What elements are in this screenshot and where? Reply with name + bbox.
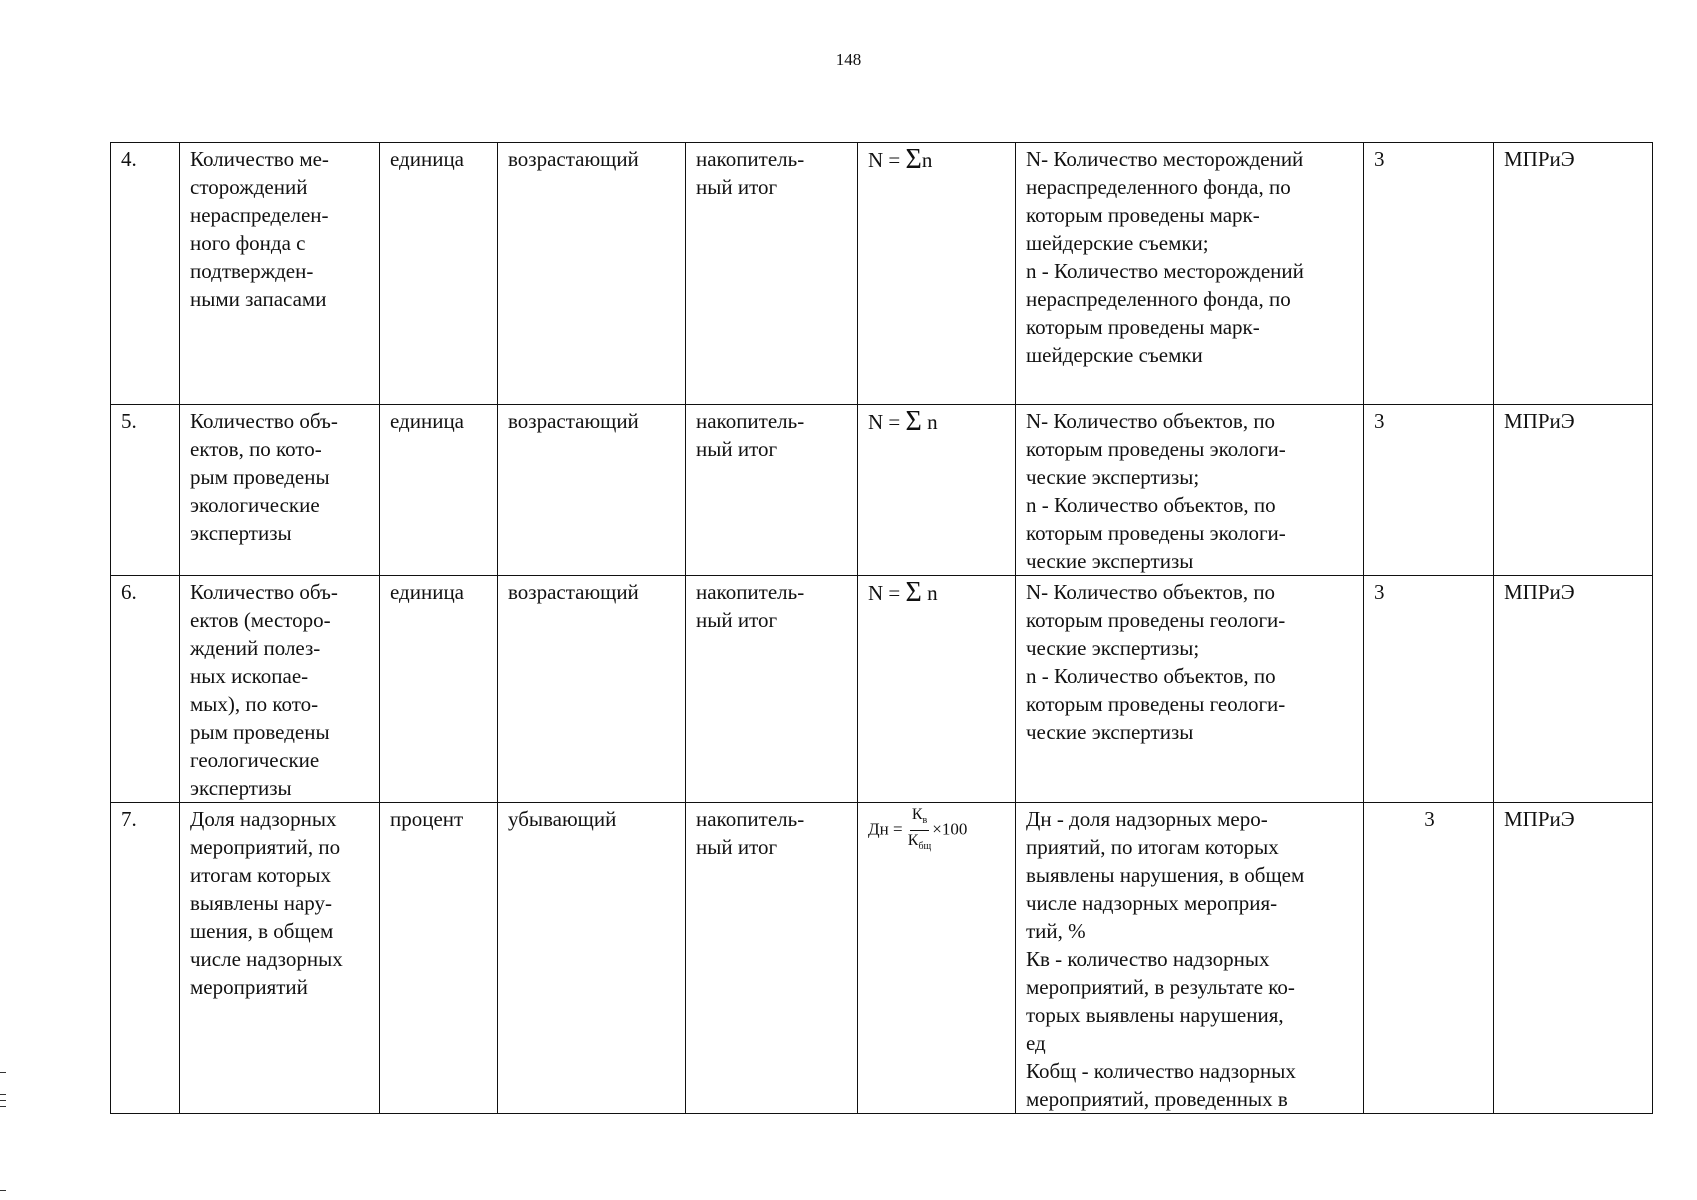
indicator-name: Количество ме- сторождений нераспределен- ного фонда с подтвержден- ными запасами — [180, 143, 380, 405]
responsible-cell: МПРиЭ — [1494, 803, 1653, 1114]
method-cell: накопитель- ный итог — [686, 143, 858, 405]
numerator-subscript: в — [922, 815, 928, 827]
formula-rhs: n — [927, 410, 938, 434]
dynamics-cell: возрастающий — [498, 576, 686, 803]
row-number: 4. — [111, 143, 180, 405]
method-cell: накопитель- ный итог — [686, 576, 858, 803]
unit-cell: единица — [380, 405, 498, 576]
description-cell: N- Количество месторождений нераспределенного фонда, по которым проведены марк- шейдерские съемки; n - Количество месторождений нераспределенного фонда, по которым проведены марк- шейдерские съемки — [1016, 143, 1364, 405]
dynamics-cell: возрастающий — [498, 143, 686, 405]
dynamics-cell: убывающий — [498, 803, 686, 1114]
indicator-name: Доля надзорных мероприятий, по итогам которых выявлены нару- шения, в общем числе надзорных мероприятий — [180, 803, 380, 1114]
sigma-symbol: Σ — [905, 406, 922, 437]
table-row — [111, 143, 1653, 405]
responsible-cell: МПРиЭ — [1494, 405, 1653, 576]
formula-rhs: n — [921, 148, 933, 172]
denominator-subscript: бщ — [918, 841, 932, 853]
numerator-symbol: К — [911, 806, 923, 823]
fraction — [908, 805, 931, 856]
fraction-denominator — [908, 831, 931, 856]
code-cell: 3 — [1364, 143, 1494, 405]
indicator-name: Количество объ- ектов (месторо- ждений полез- ных ископае- мых), по кото- рым проведены геологические экспертизы — [180, 576, 380, 803]
formula-lhs: N = — [868, 581, 901, 605]
unit-cell: единица — [380, 576, 498, 803]
formula-cell — [858, 576, 1016, 803]
formula-rhs: n — [927, 581, 938, 605]
formula-lhs: N = — [868, 148, 901, 172]
formula-cell — [858, 405, 1016, 576]
page-number: 148 — [835, 50, 862, 69]
unit-cell: процент — [380, 803, 498, 1114]
formula-cell — [858, 143, 1016, 405]
responsible-cell: МПРиЭ — [1494, 143, 1653, 405]
margin-mark — [0, 1100, 6, 1101]
formula-lhs: Дн = — [868, 819, 903, 839]
margin-mark — [0, 1094, 6, 1095]
indicators-table — [110, 142, 1653, 1114]
sigma-symbol: Σ — [905, 577, 922, 608]
dynamics-cell: возрастающий — [498, 405, 686, 576]
method-cell: накопитель- ный итог — [686, 405, 858, 576]
responsible-cell: МПРиЭ — [1494, 576, 1653, 803]
unit-cell: единица — [380, 143, 498, 405]
indicator-name: Количество объ- ектов, по кото- рым проведены экологические экспертизы — [180, 405, 380, 576]
description-cell: N- Количество объектов, по которым проведены экологи- ческие экспертизы; n - Количество объектов, по которым проведены экологи- ческие экспертизы — [1016, 405, 1364, 576]
table-row — [111, 803, 1653, 1114]
denominator-symbol: К — [907, 832, 919, 850]
formula-cell — [858, 803, 1016, 1114]
margin-mark — [0, 1190, 6, 1191]
table-row — [111, 576, 1653, 803]
description-cell: Дн - доля надзорных меро- приятий, по итогам которых выявлены нарушения, в общем числе надзорных мероприя- тий, % Кв - количество надзорных мероприятий, в результате ко- торых выявлены нарушения, ед Кобщ - количество надзорных мероприятий, проведенных в — [1016, 803, 1364, 1114]
code-cell: 3 — [1364, 576, 1494, 803]
formula-lhs: N = — [868, 410, 901, 434]
fraction-numerator — [910, 805, 929, 831]
row-number: 7. — [111, 803, 180, 1114]
table-row — [111, 405, 1653, 576]
margin-mark — [0, 1072, 6, 1073]
margin-mark — [0, 1106, 6, 1107]
description-cell: N- Количество объектов, по которым проведены геологи- ческие экспертизы; n - Количество объектов, по которым проведены геологи- ческие экспертизы — [1016, 576, 1364, 803]
row-number: 6. — [111, 576, 180, 803]
row-number: 5. — [111, 405, 180, 576]
code-cell: 3 — [1364, 405, 1494, 576]
formula-rhs: ×100 — [932, 819, 968, 839]
sigma-symbol: Σ — [905, 144, 922, 175]
code-cell: 3 — [1364, 803, 1494, 1114]
method-cell: накопитель- ный итог — [686, 803, 858, 1114]
